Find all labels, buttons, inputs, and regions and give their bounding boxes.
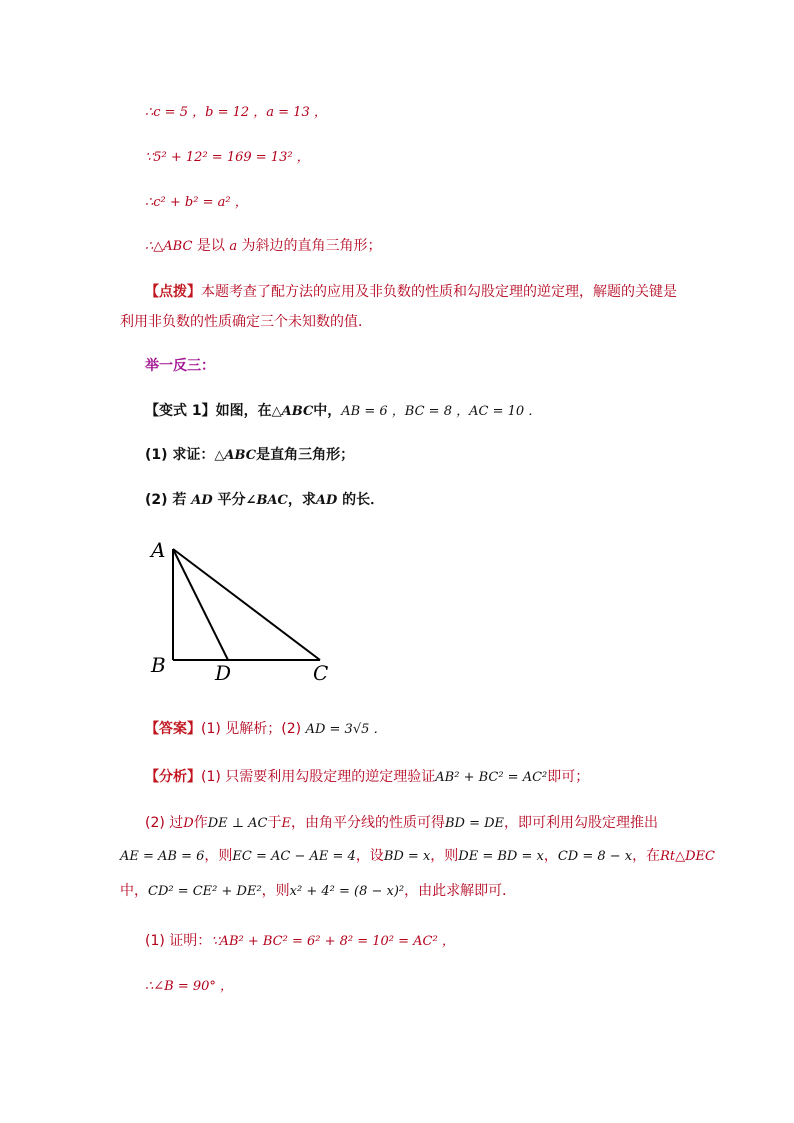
step-4-math: ∴△ABC bbox=[145, 239, 193, 254]
step-line-3 bbox=[145, 192, 248, 213]
variant-text-2: 中， bbox=[313, 403, 342, 419]
p2-text-3: 于 bbox=[267, 815, 282, 831]
tip-tag: 【点拨】 bbox=[145, 284, 201, 300]
q2-angle: ∠BAC bbox=[245, 493, 288, 508]
q1-triangle: △ABC bbox=[214, 448, 257, 463]
p4-text-1: 中， bbox=[120, 883, 148, 899]
variant-question bbox=[145, 401, 541, 422]
step-4-text: 是以 bbox=[196, 238, 225, 254]
step-line-2 bbox=[145, 147, 310, 168]
step-3-math: ∴c² + b² = a² ， bbox=[145, 195, 248, 210]
p2-text-1: (2) 过 bbox=[145, 815, 184, 831]
p3-text-5: ，在 bbox=[632, 848, 661, 864]
analysis-text: (1) 只需要利用勾股定理的逆定理验证 bbox=[201, 769, 436, 785]
p3-de-bd: DE = BD = x bbox=[458, 849, 544, 864]
question-1 bbox=[145, 445, 354, 466]
p3-ec: EC = AC − AE = 4 bbox=[232, 849, 356, 864]
tip-text-1: 本题考查了配方法的应用及非负数的性质和勾股定理的逆定理，解题的关键是 bbox=[201, 284, 677, 300]
proof-line-2 bbox=[145, 976, 233, 997]
p2-text-2: 作 bbox=[193, 815, 208, 831]
q2-text-2: 平分 bbox=[217, 492, 246, 508]
label-d: D bbox=[215, 661, 232, 685]
p6-math: ∴∠B = 90° ， bbox=[145, 979, 234, 994]
analysis-line-3 bbox=[120, 846, 715, 867]
p2-perp: DE ⊥ AC bbox=[207, 816, 268, 831]
p3-bd-x: BD = x bbox=[383, 849, 431, 864]
p2-text-4: ，由角平分线的性质可得 bbox=[290, 815, 445, 831]
p3-cd: CD = 8 − x bbox=[557, 849, 633, 864]
label-a: A bbox=[151, 538, 166, 562]
question-2 bbox=[145, 490, 384, 511]
p3-text-1: ，则 bbox=[204, 848, 233, 864]
proof-line-1 bbox=[145, 931, 455, 952]
step-2-math: ∵5² + 12² = 169 = 13² ， bbox=[145, 150, 310, 165]
p2-d: D bbox=[183, 816, 194, 831]
tip-line-2 bbox=[120, 312, 372, 332]
p5-math: ∵AB² + BC² = 6² + 8² = 10² = AC² ， bbox=[211, 934, 455, 949]
q2-text-3: ，求 bbox=[287, 492, 316, 508]
variant-triangle: △ABC bbox=[271, 404, 314, 419]
step-4-text-end: 为斜边的直角三角形； bbox=[241, 238, 382, 254]
q2-ad-2: AD bbox=[315, 493, 338, 508]
p2-e: E bbox=[281, 816, 291, 831]
q1-text-end: 是直角三角形； bbox=[256, 447, 355, 463]
q2-text: (2) 若 bbox=[145, 492, 187, 508]
analysis-line-4 bbox=[120, 881, 516, 902]
step-line-4 bbox=[145, 236, 382, 257]
analysis-line-1 bbox=[145, 767, 589, 788]
answer-tag: 【答案】 bbox=[145, 721, 201, 737]
q2-text-end: 的长． bbox=[342, 492, 385, 508]
answer-line bbox=[145, 719, 387, 740]
tip-line-1 bbox=[145, 282, 677, 302]
p4-text-2: ，则 bbox=[261, 883, 290, 899]
label-b: B bbox=[151, 653, 166, 677]
step-4-var: a bbox=[229, 239, 238, 254]
p5-text: (1) 证明： bbox=[145, 933, 212, 949]
p3-ae-ab: AE = AB = 6 bbox=[120, 849, 205, 864]
analysis-math: AB² + BC² = AC² bbox=[435, 770, 548, 785]
variant-sides: AB = 6 ，BC = 8 ，AC = 10 ． bbox=[341, 404, 542, 419]
p3-text-2: ，设 bbox=[355, 848, 384, 864]
segment-ad bbox=[173, 549, 228, 660]
step-line-1 bbox=[145, 102, 327, 123]
heading-text: 举一反三： bbox=[145, 358, 215, 374]
p3-text-3: ，则 bbox=[430, 848, 459, 864]
p2-bd-de: BD = DE bbox=[444, 816, 505, 831]
analysis-text-end: 即可； bbox=[547, 769, 590, 785]
side-ac bbox=[173, 549, 320, 660]
step-1-math: ∴c = 5 ，b = 12 ，a = 13 ， bbox=[145, 105, 327, 120]
analysis-line-2 bbox=[145, 813, 658, 834]
p3-text-4: ， bbox=[543, 848, 558, 864]
variant-text: 【变式 1】如图，在 bbox=[145, 403, 272, 419]
triangle-figure bbox=[145, 535, 345, 690]
section-heading bbox=[145, 356, 215, 376]
answer-text: (1) 见解析；(2) bbox=[201, 721, 302, 737]
p2-text-5: ，即可利用勾股定理推出 bbox=[504, 815, 659, 831]
tip-text-2: 利用非负数的性质确定三个未知数的值． bbox=[120, 314, 372, 330]
p3-rt: Rt△DEC bbox=[660, 849, 715, 864]
answer-math: AD = 3√5 ． bbox=[305, 722, 387, 737]
p4-eq: x² + 4² = (8 − x)² bbox=[289, 884, 405, 899]
q2-ad: AD bbox=[191, 493, 213, 508]
q1-text: (1) 求证： bbox=[145, 447, 215, 463]
p4-text-3: ，由此求解即可． bbox=[404, 883, 517, 899]
label-c: C bbox=[313, 661, 329, 685]
p4-cd-eq: CD² = CE² + DE² bbox=[148, 884, 262, 899]
analysis-tag: 【分析】 bbox=[145, 769, 201, 785]
